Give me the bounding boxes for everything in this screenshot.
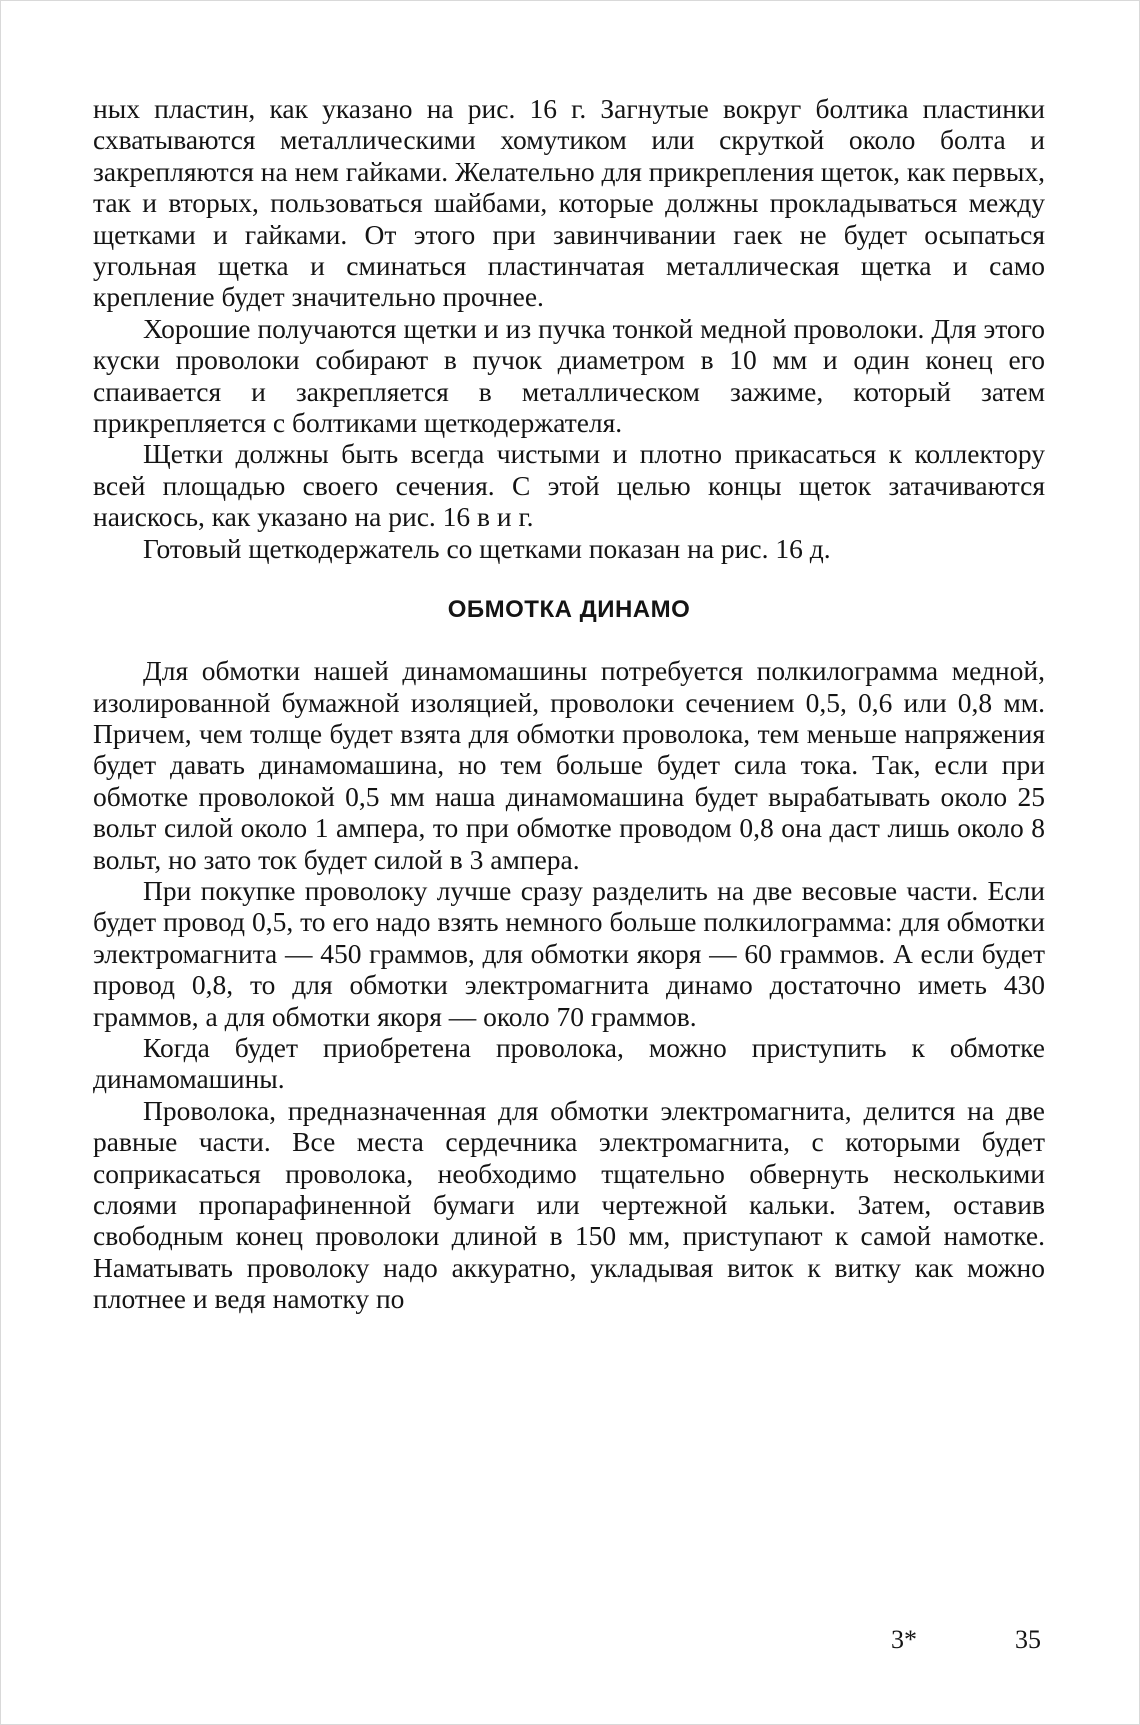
page-footer [1, 1625, 1140, 1659]
page-text-block [93, 93, 1045, 1315]
paragraph-start-winding: Когда будет приобретена проволока, можно приступить к обмотке динамомашины. [93, 1031, 1045, 1095]
paragraph-copper-brushes: Хорошие получаются щетки и из пучка тонкой медной проволоки. Для этого куски проволоки собирают в пучок диаметром в 10 мм и один конец его спаивается и закрепляется в металлическом зажиме, который затем прикрепляется с болтиками щеткодержателя. [93, 312, 1045, 439]
paragraph-clean-brushes: Щетки должны быть всегда чистыми и плотно прикасаться к коллектору всей площадью своего сечения. С этой целью концы щеток затачиваются наискось, как указано на рис. 16 в и г. [93, 438, 1045, 533]
paragraph-ready-holder: Готовый щеткодержатель со щетками показан на рис. 16 д. [143, 532, 831, 564]
paragraph-wire-split: При покупке проволоку лучше сразу разделить на две весовые части. Если будет провод 0,5, то его надо взять немного больше полкилограмма: для обмотки электромагнита — 450 граммов, для обмотки якоря — 60 граммов. А если будет провод 0,8, то для обмотки электромагнита динамо достаточно иметь 430 граммов, а для обмотки якоря — около 70 граммов. [93, 874, 1045, 1032]
paragraph-winding-procedure: Проволока, предназначенная для обмотки электромагнита, делится на две равные части. Все места сердечника электромагнита, с которыми будет соприкасаться проволока, необходимо тщательно обвернуть несколькими слоями пропарафиненной бумаги или чертежной кальки. Затем, оставив свободным конец проволоки длиной в 150 мм, приступают к самой намотке. Наматывать проволоку надо аккуратно, укладывая виток к витку как можно плотнее и ведя намотку по [93, 1094, 1045, 1315]
section-heading: ОБМОТКА ДИНАМО [447, 596, 691, 624]
paragraph-continued: ных пластин, как указано на рис. 16 г. Загнутые вокруг болтика пластинки схватываются металлическими хомутиком или скруткой около болта и закрепляются на нем гайками. Желательно для прикрепления щеток, как первых, так и вторых, пользоваться шайбами, которые должны прокладываться между щетками и гайками. От этого при завинчивании гаек не будет осыпаться угольная щетка и сминаться пластинчатая металлическая щетка и само крепление будет значительно прочнее. [93, 93, 1045, 313]
paragraph-wire-needed: Для обмотки нашей динамомашины потребуется полкилограмма медной, изолированной бумажной изоляцией, проволоки сечением 0,5, 0,6 или 0,8 мм. Причем, чем толще будет взята для обмотки проволока, тем меньше напряжения будет давать динамомашина, но тем больше будет сила тока. Так, если при обмотке проволокой 0,5 мм наша динамомашина будет вырабатывать около 25 вольт силой около 1 ампера, то при обмотке проводом 0,8 она даст лишь около 8 вольт, но зато ток будет силой в 3 ампера. [93, 655, 1045, 875]
page-number: 35 [1015, 1625, 1041, 1654]
signature-mark: 3* [891, 1625, 917, 1654]
